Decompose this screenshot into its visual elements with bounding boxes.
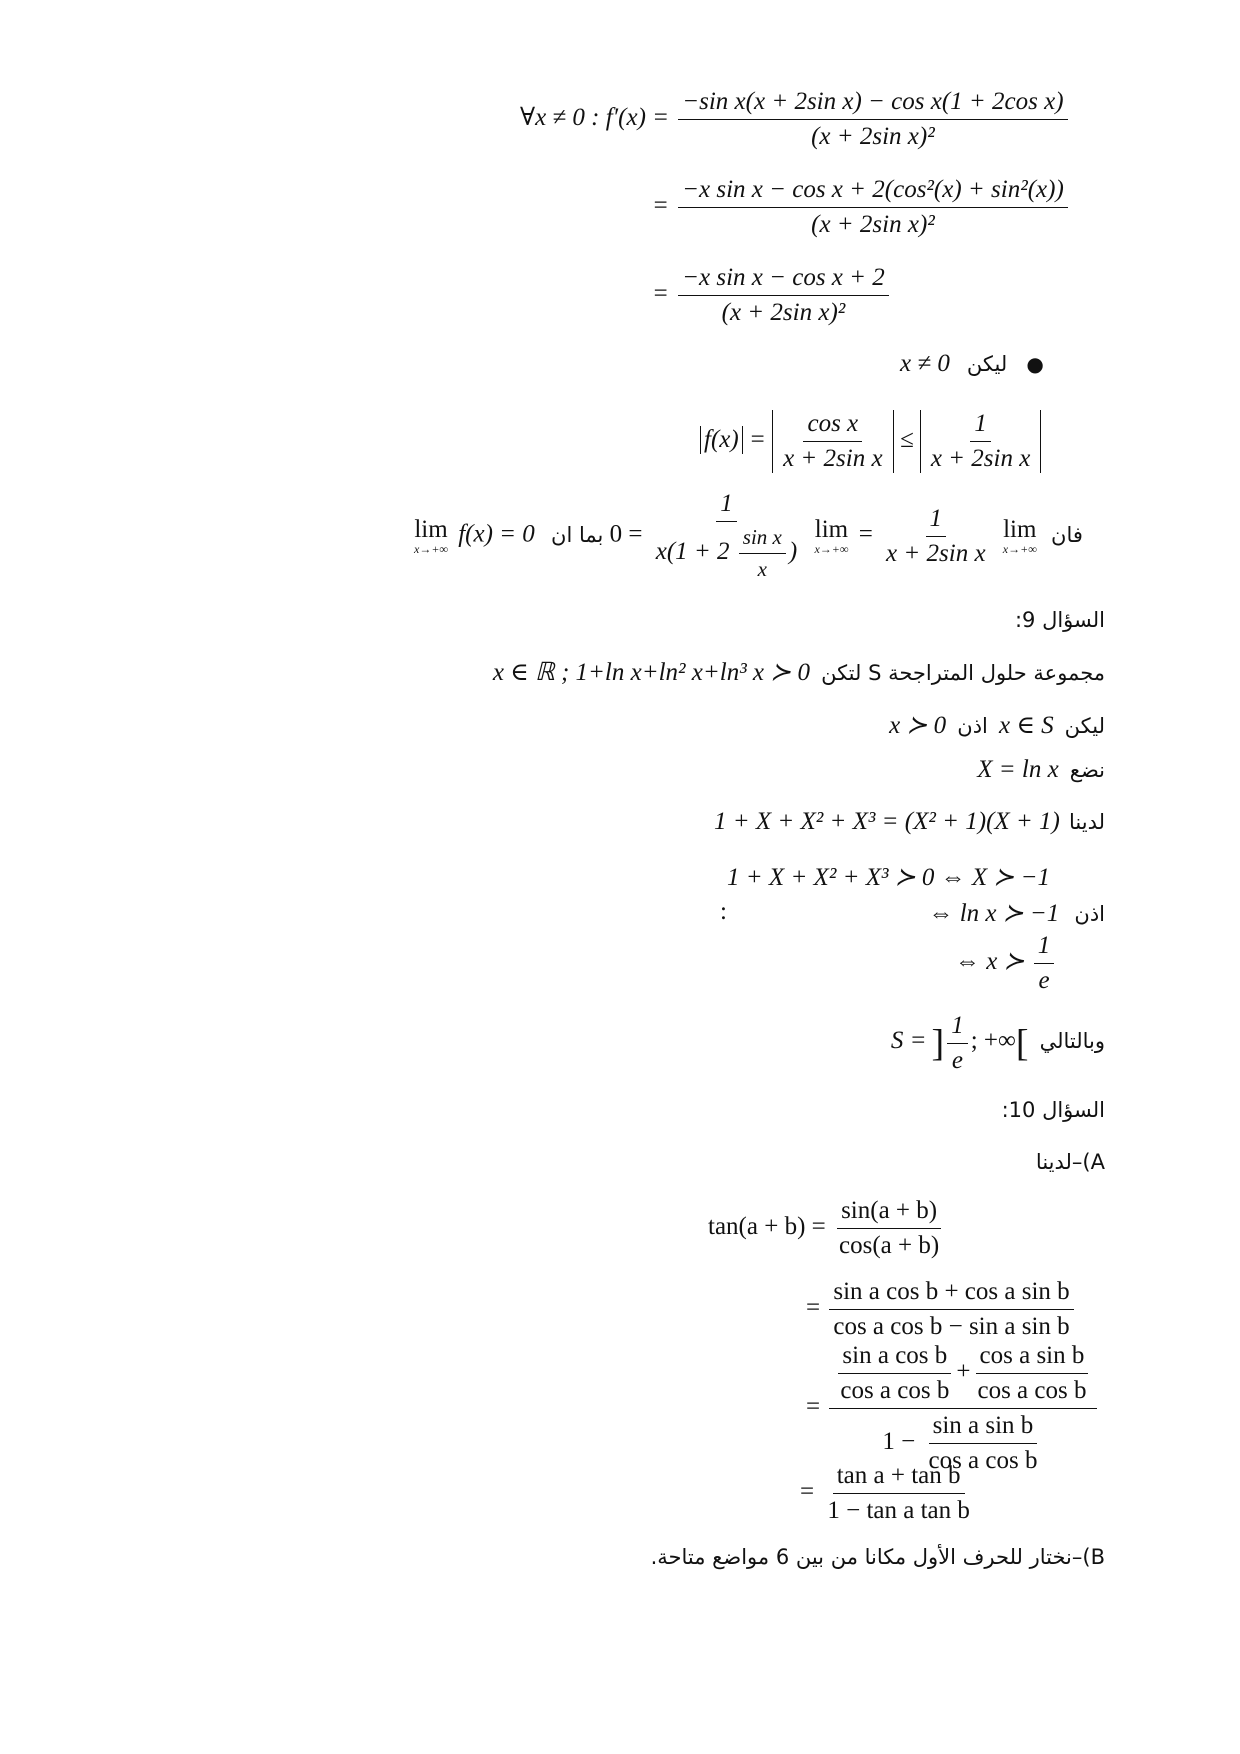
q9-line-5: 1 + X + X² + X³ ≻ 0 ⇔ X ≻ −1: [727, 864, 1050, 891]
tan-line-4: = $\frac{\text{tan a + tan b}}{\text{1 − tan a tan b}}$: [800, 1462, 970, 1524]
q9-line-3: X = ln x نضع: [977, 756, 1105, 783]
q9-line-1: x ∈ ℝ ; 1+ln x+ln² x+ln³ x ≻ 0 لتكن S مجموعة حلول المتراجحة: [492, 659, 1105, 686]
q9-line-2: x ≻ 0 اذن x ∈ S ليكن: [889, 712, 1105, 739]
derivative-line-3: = $\frac{\text{−x sin x − cos x + 2}}{\text{(x + 2sin x)²}}$: [652, 264, 892, 327]
derivative-line-2: = $\frac{\text{−x sin x − cos x + 2(cos²(x) + sin²(x))}}{\text{(x + 2sin x)²}}$: [652, 176, 1071, 239]
q10-heading: السؤال 10:: [1001, 1098, 1105, 1122]
derivative-fraction-1: $\frac{\text{−sin x(x + 2sin x) − cos x(1 + 2cos x)}}{\text{(x + 2sin x)²}}$: [678, 88, 1067, 151]
tan-line-2: = $\frac{\text{sin a cos b + cos a sin b}}{\text{cos a cos b − sin a sin b}}$: [806, 1278, 1077, 1341]
bullet-icon: ●: [1026, 352, 1044, 376]
q9-heading: السؤال 9:: [1014, 608, 1105, 632]
q9-line-4: 1 + X + X² + X³ = (X² + 1)(X + 1) لدينا: [714, 808, 1105, 835]
q9-line-6b: ⇔ ln x ≻ −1 اذن: [928, 900, 1105, 927]
q10-part-b: B)–نختار للحرف الأول مكانا من بين 6 مواضع متاحة.: [650, 1545, 1105, 1569]
q9-line-8: S = ] $\frac{1}{e}$ ; +∞[ وبالتالي: [890, 1012, 1105, 1074]
limit-line: lim x→+∞ f(x) = 0 فان lim x→+∞ $\frac{1}{\text{x + 2sin x}}$ = lim x→+∞ 1 x(1 + 2 $\frac{\text{sin x}}{x}$ ) = 0 بما ان: [414, 490, 1083, 581]
abs-inequality: f(x) = $\frac{\text{cos x}}{\text{x + 2sin x}}$ ≤ $\frac{1}{\text{x + 2sin x}}$: [700, 410, 1041, 473]
q9-line-6: :: [720, 898, 727, 925]
derivative-prefix: ∀x ≠ 0 : f′(x) =: [520, 104, 670, 132]
derivative-line-1: [520, 88, 1071, 151]
derivative-fraction-2: $\frac{\text{−x sin x − cos x + 2(cos²(x) + sin²(x))}}{\text{(x + 2sin x)²}}$: [678, 176, 1068, 239]
bullet-line: x ≠ 0 ليكن ●: [900, 350, 1044, 377]
derivative-fraction-3: $\frac{\text{−x sin x − cos x + 2}}{\text{(x + 2sin x)²}}$: [678, 264, 889, 327]
q10-part-a: A)–لدينا: [1035, 1150, 1105, 1174]
tan-line-1: tan(a + b) = $\frac{\sin(a + b)}{\cos(a + b)}$: [708, 1197, 940, 1259]
q9-line-7: ⇔ x ≻ $\frac{1}{e}$: [955, 932, 1057, 995]
tan-line-3: = $\frac{\text{sin a cos b}}{\text{cos a cos b}}$ + $\frac{\text{cos a sin b}}{\text{cos a cos b}}$ 1 − $\frac{\text{sin a sin b}}{\text{cos a cos b}}$: [806, 1342, 1100, 1475]
